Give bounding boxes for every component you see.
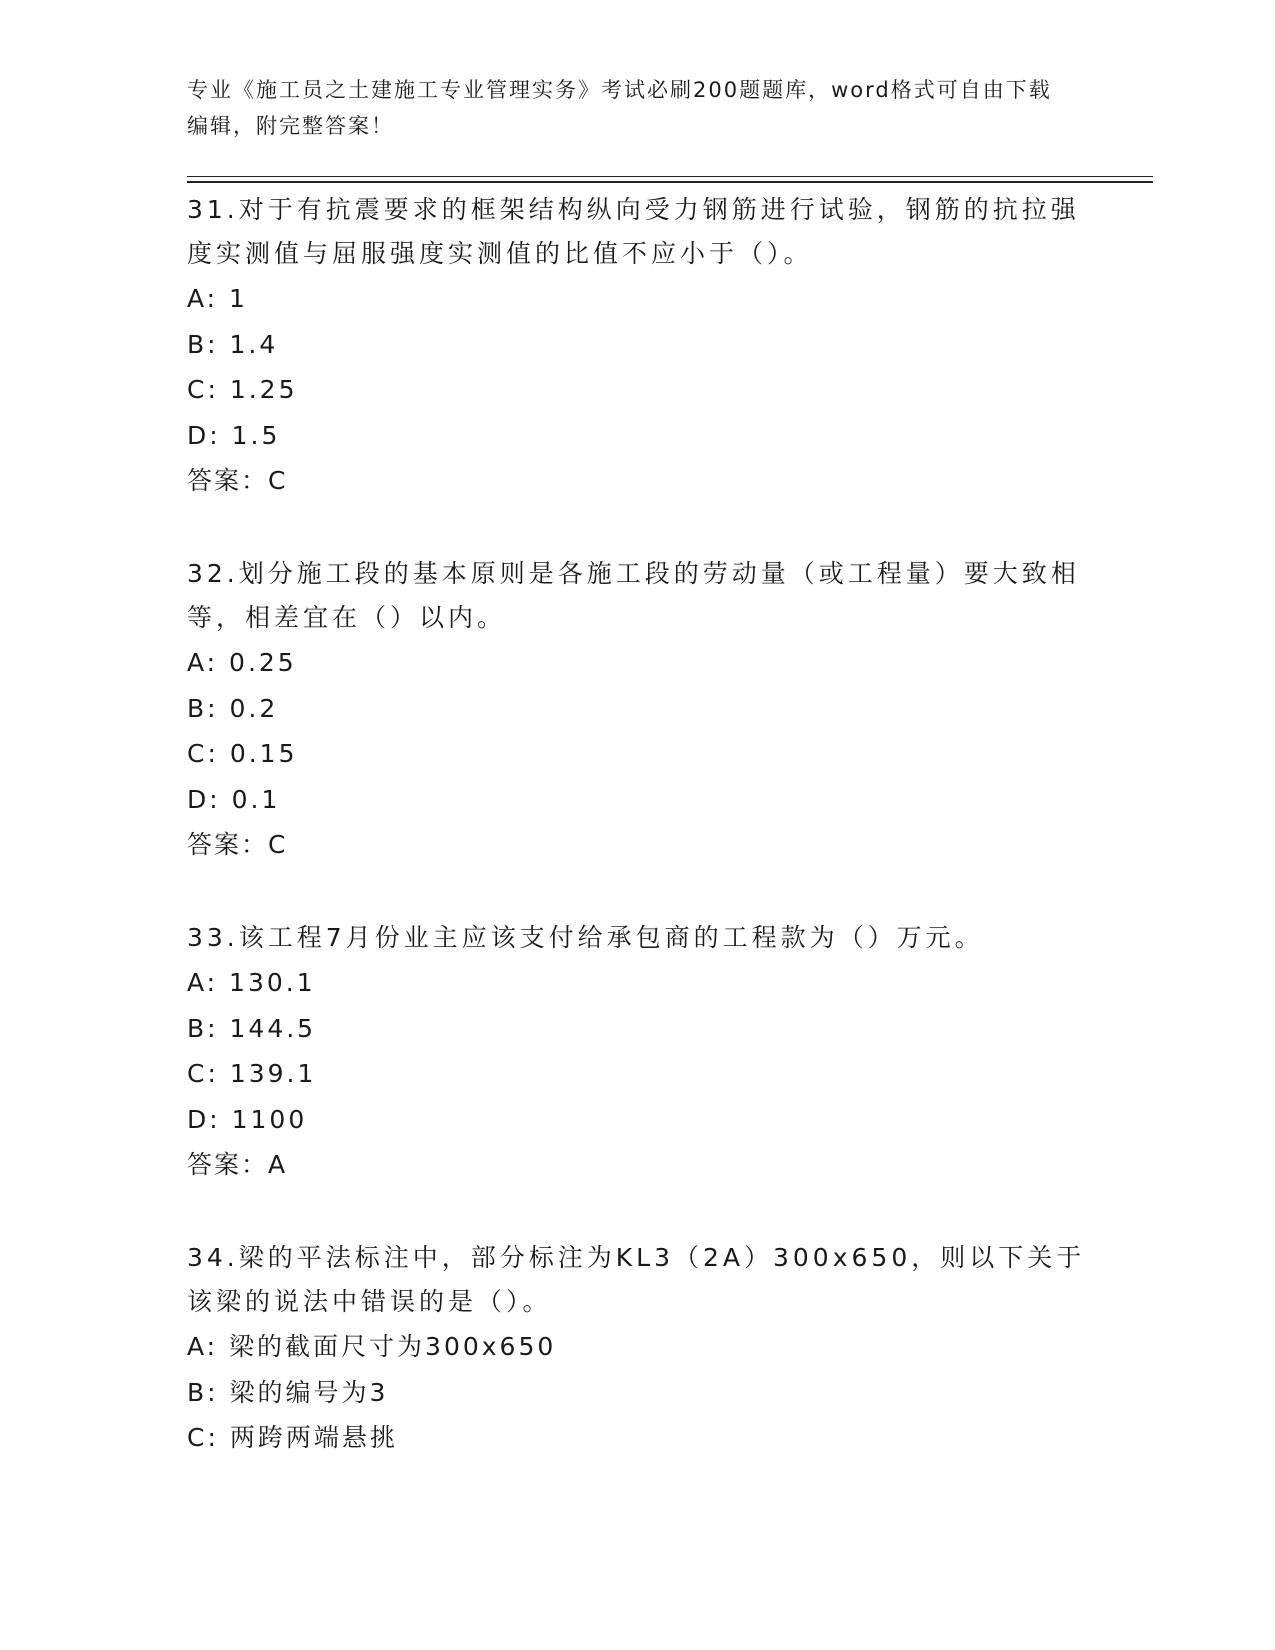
option-d: D: 0.1 [187,784,281,814]
question-33 [187,916,1087,1187]
question-text: 33.该工程7月份业主应该支付给承包商的工程款为（）万元。 [187,923,984,952]
option-d: D: 1100 [187,1104,308,1134]
option-a: A: 130.1 [187,968,316,997]
option-b: B: 0.2 [187,693,279,723]
question-text: 31.对于有抗震要求的框架结构纵向受力钢筋进行试验，钢筋的抗拉强度实测值与屈服强度实测值的比值不应小于（）。 [187,195,1080,268]
option-d: D: 1.5 [187,420,281,450]
option-a: A: 1 [187,284,248,313]
option-b: B: 梁的编号为3 [187,1377,389,1407]
option-c: C: 0.15 [187,739,298,768]
option-b: B: 1.4 [187,329,279,359]
question-34 [187,1236,1087,1461]
question-32 [187,552,1087,867]
question-text: 32.划分施工段的基本原则是各施工段的劳动量（或工程量）要大致相等，相差宜在（）以内。 [187,559,1080,632]
question-text: 34.梁的平法标注中，部分标注为KL3（2A）300x650，则以下关于该梁的说法中错误的是（）。 [187,1243,1086,1316]
option-c: C: 两跨两端悬挑 [187,1423,398,1452]
option-b: B: 144.5 [187,1013,317,1043]
answer-line: 答案：A [187,1150,288,1179]
option-c: C: 1.25 [187,375,298,404]
header-divider-thin [187,176,1153,177]
answer-line: 答案：C [187,466,288,495]
option-a: A: 梁的截面尺寸为300x650 [187,1332,557,1361]
question-31 [187,188,1087,503]
answer-line: 答案：C [187,830,288,859]
option-c: C: 139.1 [187,1059,317,1088]
option-a: A: 0.25 [187,648,297,677]
document-header-note: 专业《施工员之土建施工专业管理实务》考试必刷200题题库，word格式可自由下载编辑，附完整答案！ [187,78,1052,138]
header-divider-thick [187,181,1153,183]
